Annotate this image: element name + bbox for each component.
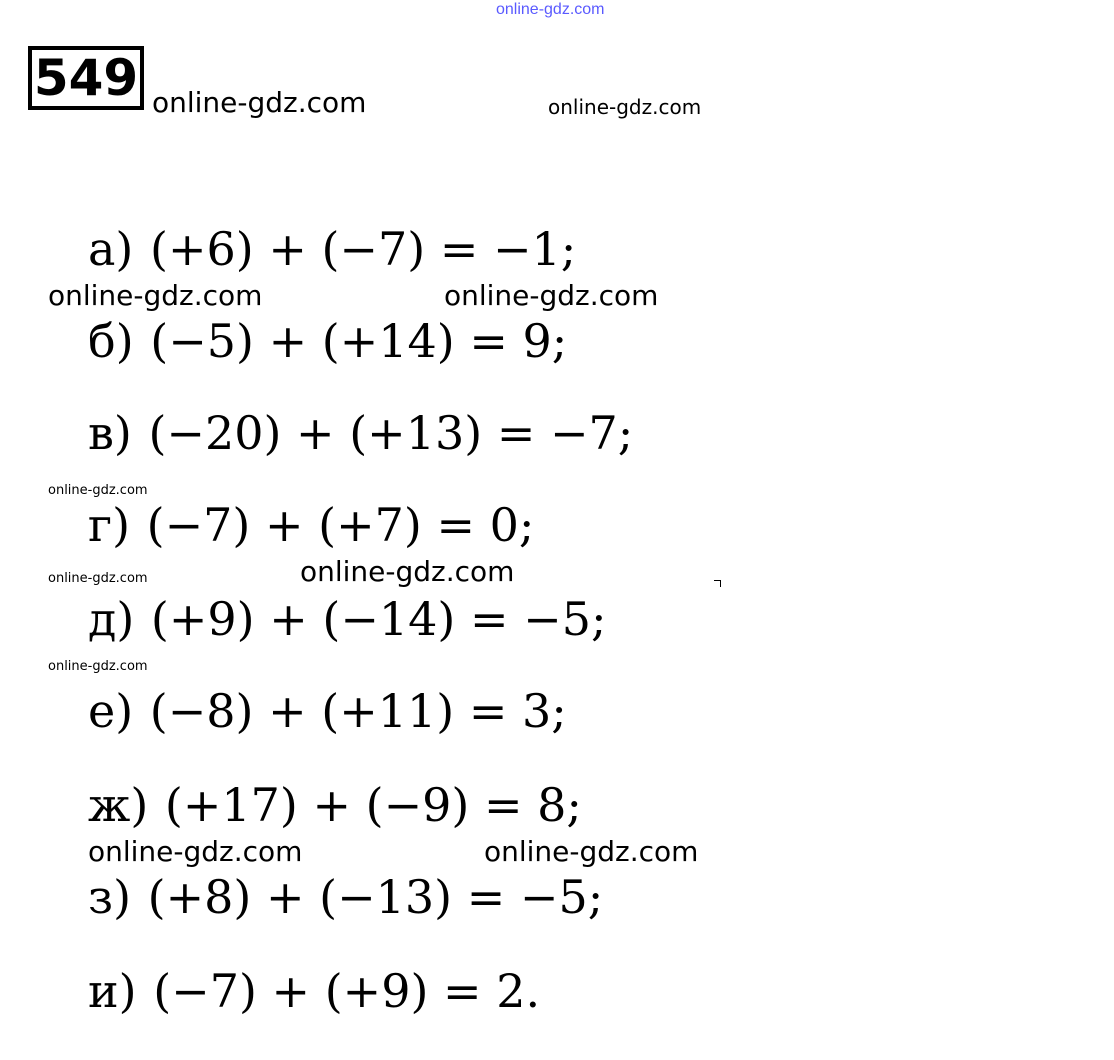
item-letter: в) [88, 406, 132, 460]
watermark: online-gdz.com [444, 279, 659, 312]
item-letter: и) [88, 964, 137, 1018]
watermark: online-gdz.com [300, 555, 515, 588]
equation-line-b [88, 314, 568, 368]
equation-line-e [88, 684, 567, 738]
equation-line-i [88, 964, 541, 1018]
equation-line-d [88, 592, 607, 646]
item-letter: д) [88, 592, 135, 646]
equation: (+6) + (−7) = −1; [150, 222, 577, 276]
equation: (−20) + (+13) = −7; [148, 406, 634, 460]
item-letter: ж) [88, 778, 149, 832]
watermark: online-gdz.com [88, 835, 303, 868]
watermark: online-gdz.com [48, 279, 263, 312]
equation-line-v [88, 406, 634, 460]
equation: (+17) + (−9) = 8; [164, 778, 582, 832]
watermark: online-gdz.com [48, 483, 148, 498]
equation: (+9) + (−14) = −5; [150, 592, 607, 646]
item-letter: з) [88, 870, 132, 924]
watermark: online-gdz.com [548, 95, 702, 119]
equation-line-g [88, 498, 535, 552]
task-number: 549 [33, 49, 139, 107]
item-letter: г) [88, 498, 131, 552]
equation-line-a [88, 222, 577, 276]
task-number-box [28, 46, 144, 110]
item-letter: б) [88, 314, 134, 368]
equation: (−7) + (+9) = 2. [153, 964, 541, 1018]
watermark: online-gdz.com [484, 835, 699, 868]
equation: (−7) + (+7) = 0; [146, 498, 535, 552]
stray-mark [714, 580, 721, 587]
site-header-link[interactable]: online-gdz.com [496, 1, 605, 18]
equation-line-z [88, 870, 604, 924]
equation-line-zh [88, 778, 582, 832]
equation: (−5) + (+14) = 9; [150, 314, 568, 368]
watermark: online-gdz.com [48, 659, 148, 674]
item-letter: е) [88, 684, 134, 738]
equation: (+8) + (−13) = −5; [147, 870, 604, 924]
item-letter: а) [88, 222, 134, 276]
equation: (−8) + (+11) = 3; [149, 684, 567, 738]
watermark: online-gdz.com [152, 86, 367, 119]
watermark: online-gdz.com [48, 571, 148, 586]
